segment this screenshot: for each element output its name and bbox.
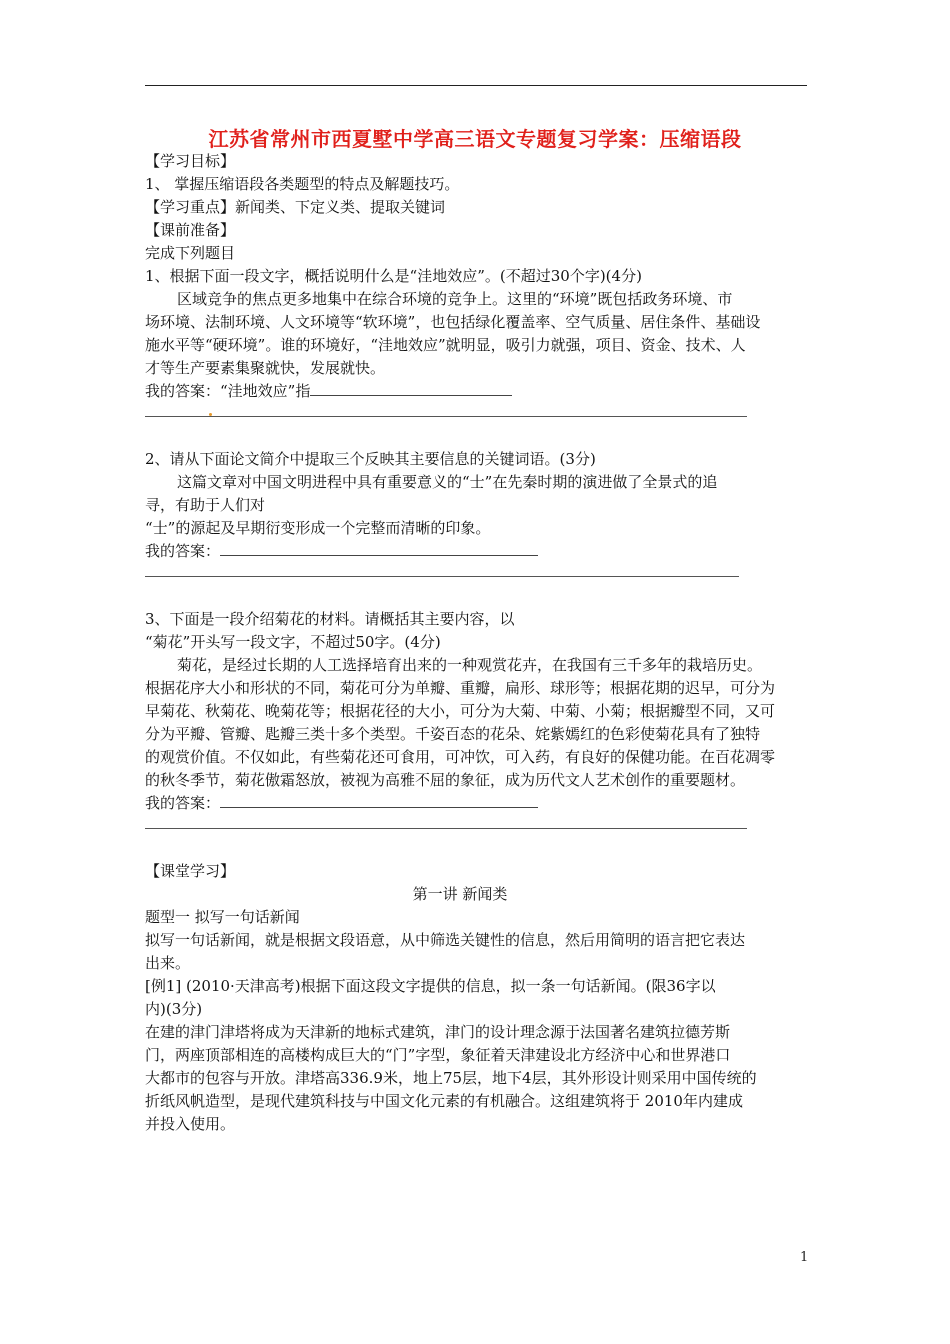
passage-line: 菊花，是经过长期的人工选择培育出来的一种观赏花卉，在我国有三千多年的栽培历史。 xyxy=(177,656,763,674)
top-rule xyxy=(145,85,807,86)
section-heading: 【课前准备】 xyxy=(145,221,236,239)
fill-rule xyxy=(145,576,739,577)
answer-blank[interactable] xyxy=(310,381,512,396)
section-heading: 【课堂学习】 xyxy=(145,862,236,880)
document-body xyxy=(145,150,825,1136)
passage-line: “士”的源起及早期衍变形成一个完整而清晰的印象。 xyxy=(145,519,491,537)
question-3-cont: “菊花”开头写一段文字，不超过50字。(4分) xyxy=(145,633,441,651)
question-2: 2、请从下面论文简介中提取三个反映其主要信息的关键词语。(3分) xyxy=(145,450,596,468)
spacer xyxy=(145,837,825,860)
fill-rule xyxy=(145,828,747,829)
question-1: 1、根据下面一段文字，概括说明什么是“洼地效应”。(不超过30个字)(4分) xyxy=(145,267,642,285)
goal-item: 1、 掌握压缩语段各类题型的特点及解题技巧。 xyxy=(145,175,460,193)
key-points: 【学习重点】新闻类、下定义类、提取关键词 xyxy=(145,198,446,216)
answer-line-3 xyxy=(145,792,825,815)
answer-fill-line[interactable] xyxy=(145,815,825,837)
section-heading: 【学习目标】 xyxy=(145,152,236,170)
passage-line: 才等生产要素集聚就快，发展就快。 xyxy=(145,359,386,377)
page-number: 1 xyxy=(800,1250,809,1265)
passage-line: 在建的津门津塔将成为天津新的地标式建筑，津门的设计理念源于法国著名建筑拉德芳斯 xyxy=(145,1023,731,1041)
example-1: [例1] (2010·天津高考)根据下面这段文字提供的信息，拟一条一句话新闻。(限36字以 xyxy=(145,977,716,995)
answer-line-2 xyxy=(145,540,825,563)
passage-line: 的秋冬季节，菊花傲霜怒放，被视为高雅不屈的象征，成为历代文人艺术创作的重要题材。 xyxy=(145,771,746,789)
passage-line: 折纸风帆造型，是现代建筑科技与中国文化元素的有机融合。这组建筑将于 2010年内建成 xyxy=(145,1092,743,1110)
spacer xyxy=(145,585,825,608)
question-3: 3、下面是一段介绍菊花的材料。请概括其主要内容，以 xyxy=(145,610,515,628)
passage-line: 根据花序大小和形状的不同，菊花可分为单瓣、重瓣，扁形、球形等；根据花期的迟早，可分为 xyxy=(145,679,776,697)
spacer xyxy=(145,425,825,448)
passage-line: 区域竞争的焦点更多地集中在综合环境的竞争上。这里的“环境”既包括政务环境、市 xyxy=(177,290,733,308)
answer-line-1 xyxy=(145,380,825,403)
passage-line: 分为平瓣、管瓣、匙瓣三类十多个类型。千姿百态的花朵、姹紫嫣红的色彩使菊花具有了独特 xyxy=(145,725,761,743)
instruction: 完成下列题目 xyxy=(145,244,236,262)
answer-label: 我的答案： xyxy=(145,542,221,560)
passage-line: 场环境、法制环境、人文环境等“软环境”，也包括绿化覆盖率、空气质量、居住条件、基础设 xyxy=(145,313,761,331)
lecture-heading: 第一讲 新闻类 xyxy=(412,885,508,903)
mark-dot xyxy=(209,413,212,416)
passage-line: 门，两座顶部相连的高楼构成巨大的“门”字型，象征着天津建设北方经济中心和世界港口 xyxy=(145,1046,731,1064)
example-1-cont: 内)(3分) xyxy=(145,1000,203,1018)
document-title: 江苏省常州市西夏墅中学高三语文专题复习学案：压缩语段 xyxy=(208,127,742,151)
passage-line: 大都市的包容与开放。津塔高336.9米，地上75层，地下4层，其外形设计则采用中国传统的 xyxy=(145,1069,757,1087)
passage-line: 早菊花、秋菊花、晚菊花等；根据花径的大小，可分为大菊、中菊、小菊；根据瓣型不同，又可 xyxy=(145,702,776,720)
description-line: 拟写一句话新闻，就是根据文段语意，从中筛选关键性的信息，然后用简明的语言把它表达 xyxy=(145,931,746,949)
description-line: 出来。 xyxy=(145,954,191,972)
answer-fill-line[interactable] xyxy=(145,563,825,585)
passage-line: 的观赏价值。不仅如此，有些菊花还可食用，可冲饮，可入药，有良好的保健功能。在百花凋零 xyxy=(145,748,776,766)
answer-fill-line[interactable] xyxy=(145,403,825,425)
type-heading: 题型一 拟写一句话新闻 xyxy=(145,908,300,926)
passage-line: 施水平等“硬环境”。谁的环境好，“洼地效应”就明显，吸引力就强，项目、资金、技术、人 xyxy=(145,336,746,354)
answer-label: 我的答案： xyxy=(145,794,221,812)
passage-line: 寻，有助于人们对 xyxy=(145,496,266,514)
answer-label: 我的答案：“洼地效应”指 xyxy=(145,382,311,400)
answer-blank[interactable] xyxy=(220,541,538,556)
passage-line: 并投入使用。 xyxy=(145,1115,236,1133)
fill-rule xyxy=(145,416,747,417)
passage-line: 这篇文章对中国文明进程中具有重要意义的“士”在先秦时期的演进做了全景式的追 xyxy=(177,473,718,491)
answer-blank[interactable] xyxy=(220,793,538,808)
